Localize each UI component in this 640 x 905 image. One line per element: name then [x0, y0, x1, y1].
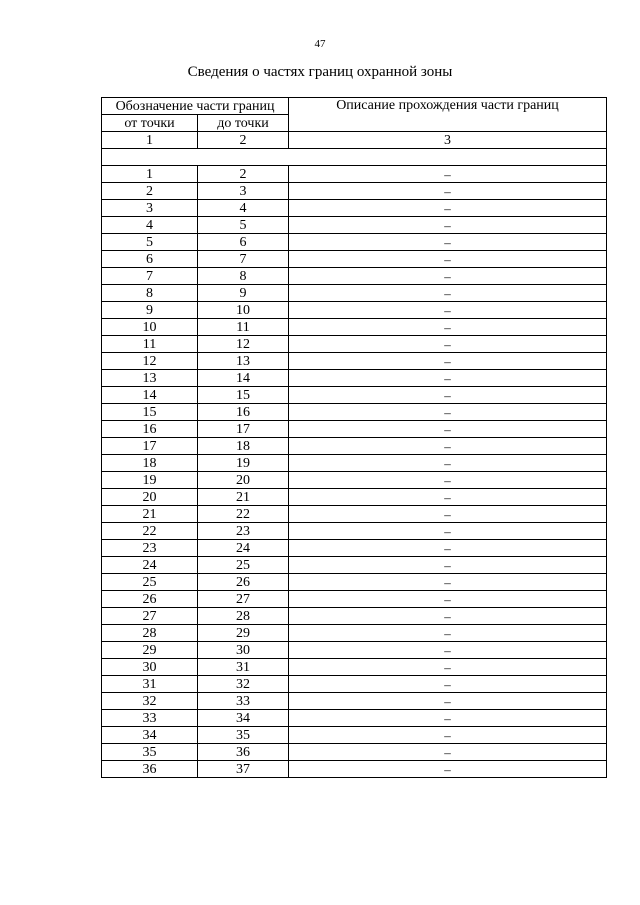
from-point-cell: 12 — [102, 353, 198, 370]
boundary-parts-table — [101, 97, 607, 778]
table-row — [102, 421, 607, 438]
to-point-cell: 25 — [198, 557, 289, 574]
description-cell: – — [289, 455, 607, 472]
description-cell: – — [289, 302, 607, 319]
to-point-cell: 35 — [198, 727, 289, 744]
to-point-cell: 14 — [198, 370, 289, 387]
from-point-cell: 1 — [102, 166, 198, 183]
description-cell: – — [289, 523, 607, 540]
table-row — [102, 761, 607, 778]
description-cell: – — [289, 659, 607, 676]
column-number-3: 3 — [289, 132, 607, 149]
table-row — [102, 693, 607, 710]
description-cell: – — [289, 489, 607, 506]
from-point-cell: 19 — [102, 472, 198, 489]
to-point-cell: 29 — [198, 625, 289, 642]
to-point-cell: 21 — [198, 489, 289, 506]
from-point-cell: 25 — [102, 574, 198, 591]
blank-cell — [102, 149, 607, 166]
from-point-cell: 2 — [102, 183, 198, 200]
description-cell: – — [289, 285, 607, 302]
table-row — [102, 268, 607, 285]
from-point-cell: 24 — [102, 557, 198, 574]
description-cell: – — [289, 540, 607, 557]
header-from-point: от точки — [102, 115, 198, 132]
to-point-cell: 18 — [198, 438, 289, 455]
description-cell: – — [289, 744, 607, 761]
table-row — [102, 727, 607, 744]
description-cell: – — [289, 370, 607, 387]
table-body — [102, 166, 607, 778]
from-point-cell: 26 — [102, 591, 198, 608]
to-point-cell: 2 — [198, 166, 289, 183]
from-point-cell: 6 — [102, 251, 198, 268]
blank-row — [102, 149, 607, 166]
to-point-cell: 30 — [198, 642, 289, 659]
table-row — [102, 523, 607, 540]
table-row — [102, 387, 607, 404]
from-point-cell: 28 — [102, 625, 198, 642]
to-point-cell: 19 — [198, 455, 289, 472]
from-point-cell: 36 — [102, 761, 198, 778]
table-row — [102, 676, 607, 693]
table-row — [102, 506, 607, 523]
page-number: 47 — [314, 38, 326, 50]
from-point-cell: 4 — [102, 217, 198, 234]
table-row — [102, 659, 607, 676]
from-point-cell: 16 — [102, 421, 198, 438]
table-row — [102, 217, 607, 234]
to-point-cell: 3 — [198, 183, 289, 200]
description-cell: – — [289, 183, 607, 200]
to-point-cell: 36 — [198, 744, 289, 761]
table-row — [102, 336, 607, 353]
table-row — [102, 166, 607, 183]
description-cell: – — [289, 710, 607, 727]
to-point-cell: 10 — [198, 302, 289, 319]
from-point-cell: 5 — [102, 234, 198, 251]
header-description: Описание прохождения части границ — [289, 98, 607, 132]
table-row — [102, 642, 607, 659]
to-point-cell: 24 — [198, 540, 289, 557]
from-point-cell: 21 — [102, 506, 198, 523]
from-point-cell: 33 — [102, 710, 198, 727]
description-cell: – — [289, 217, 607, 234]
description-cell: – — [289, 591, 607, 608]
table-row — [102, 455, 607, 472]
description-cell: – — [289, 472, 607, 489]
from-point-cell: 29 — [102, 642, 198, 659]
from-point-cell: 3 — [102, 200, 198, 217]
from-point-cell: 31 — [102, 676, 198, 693]
description-cell: – — [289, 438, 607, 455]
to-point-cell: 13 — [198, 353, 289, 370]
from-point-cell: 18 — [102, 455, 198, 472]
description-cell: – — [289, 421, 607, 438]
header-boundary-designation: Обозначение части границ — [102, 98, 289, 115]
table-row — [102, 591, 607, 608]
to-point-cell: 12 — [198, 336, 289, 353]
table-row — [102, 608, 607, 625]
table-row — [102, 710, 607, 727]
header-to-point: до точки — [198, 115, 289, 132]
from-point-cell: 30 — [102, 659, 198, 676]
table-row — [102, 302, 607, 319]
to-point-cell: 26 — [198, 574, 289, 591]
description-cell: – — [289, 676, 607, 693]
to-point-cell: 20 — [198, 472, 289, 489]
from-point-cell: 15 — [102, 404, 198, 421]
description-cell: – — [289, 387, 607, 404]
description-cell: – — [289, 319, 607, 336]
from-point-cell: 9 — [102, 302, 198, 319]
table-row — [102, 404, 607, 421]
to-point-cell: 33 — [198, 693, 289, 710]
table-row — [102, 557, 607, 574]
to-point-cell: 15 — [198, 387, 289, 404]
table-row — [102, 234, 607, 251]
table-row — [102, 319, 607, 336]
to-point-cell: 6 — [198, 234, 289, 251]
description-cell: – — [289, 404, 607, 421]
to-point-cell: 9 — [198, 285, 289, 302]
description-cell: – — [289, 234, 607, 251]
table-row — [102, 370, 607, 387]
from-point-cell: 27 — [102, 608, 198, 625]
description-cell: – — [289, 693, 607, 710]
from-point-cell: 7 — [102, 268, 198, 285]
to-point-cell: 32 — [198, 676, 289, 693]
description-cell: – — [289, 625, 607, 642]
to-point-cell: 23 — [198, 523, 289, 540]
from-point-cell: 22 — [102, 523, 198, 540]
description-cell: – — [289, 268, 607, 285]
from-point-cell: 14 — [102, 387, 198, 404]
description-cell: – — [289, 574, 607, 591]
table-row — [102, 472, 607, 489]
description-cell: – — [289, 251, 607, 268]
table-row — [102, 540, 607, 557]
description-cell: – — [289, 761, 607, 778]
to-point-cell: 22 — [198, 506, 289, 523]
to-point-cell: 34 — [198, 710, 289, 727]
from-point-cell: 8 — [102, 285, 198, 302]
table-row — [102, 285, 607, 302]
table-row — [102, 744, 607, 761]
to-point-cell: 11 — [198, 319, 289, 336]
from-point-cell: 13 — [102, 370, 198, 387]
from-point-cell: 35 — [102, 744, 198, 761]
description-cell: – — [289, 557, 607, 574]
to-point-cell: 28 — [198, 608, 289, 625]
description-cell: – — [289, 608, 607, 625]
description-cell: – — [289, 506, 607, 523]
description-cell: – — [289, 642, 607, 659]
to-point-cell: 16 — [198, 404, 289, 421]
from-point-cell: 23 — [102, 540, 198, 557]
description-cell: – — [289, 353, 607, 370]
to-point-cell: 7 — [198, 251, 289, 268]
table-row — [102, 625, 607, 642]
to-point-cell: 31 — [198, 659, 289, 676]
to-point-cell: 37 — [198, 761, 289, 778]
table-row — [102, 489, 607, 506]
from-point-cell: 17 — [102, 438, 198, 455]
from-point-cell: 20 — [102, 489, 198, 506]
table-row — [102, 183, 607, 200]
description-cell: – — [289, 727, 607, 744]
document-title: Сведения о частях границ охранной зоны — [187, 64, 453, 80]
from-point-cell: 11 — [102, 336, 198, 353]
description-cell: – — [289, 166, 607, 183]
to-point-cell: 27 — [198, 591, 289, 608]
table-row — [102, 574, 607, 591]
to-point-cell: 8 — [198, 268, 289, 285]
table-row — [102, 353, 607, 370]
to-point-cell: 4 — [198, 200, 289, 217]
description-cell: – — [289, 200, 607, 217]
to-point-cell: 5 — [198, 217, 289, 234]
from-point-cell: 32 — [102, 693, 198, 710]
table-row — [102, 251, 607, 268]
description-cell: – — [289, 336, 607, 353]
to-point-cell: 17 — [198, 421, 289, 438]
from-point-cell: 34 — [102, 727, 198, 744]
table-row — [102, 200, 607, 217]
column-number-2: 2 — [198, 132, 289, 149]
table-row — [102, 438, 607, 455]
from-point-cell: 10 — [102, 319, 198, 336]
column-number-1: 1 — [102, 132, 198, 149]
